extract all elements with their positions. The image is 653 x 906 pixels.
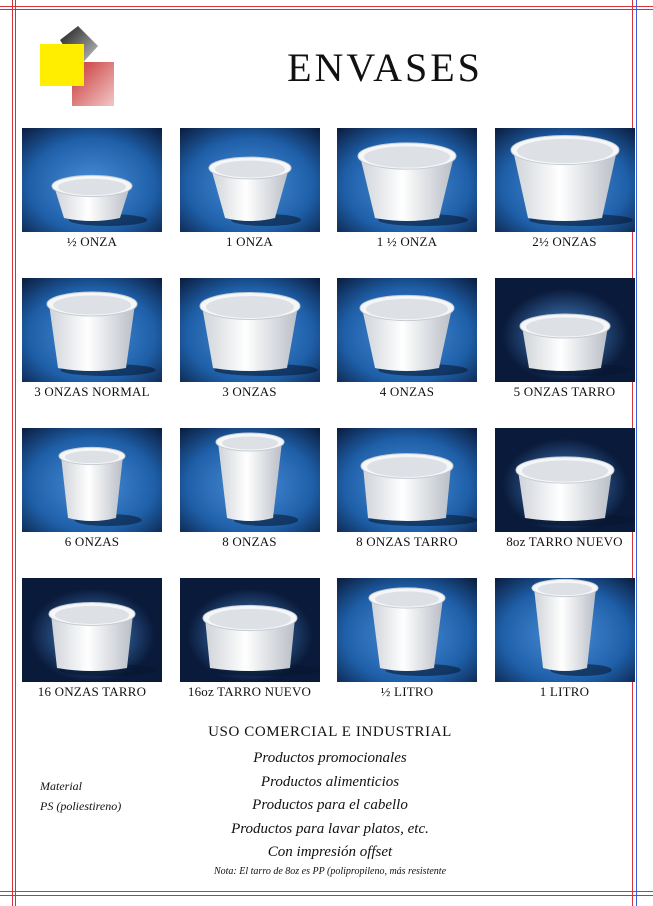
crop-guide-left-blue (15, 0, 16, 906)
product-photo (495, 428, 635, 532)
material-info (40, 776, 121, 816)
usage-item: Productos promocionales (253, 750, 407, 766)
product-photo (337, 428, 477, 532)
product-label: 2½ ONZAS (532, 234, 597, 249)
product-card (337, 578, 477, 700)
product-photo (22, 128, 162, 232)
product-photo (180, 428, 320, 532)
product-card (22, 428, 162, 550)
product-label: 1 ½ ONZA (376, 234, 438, 249)
product-photo (337, 578, 477, 682)
usage-item: Con impresión offset (267, 844, 393, 860)
page-title: ENVASES (287, 45, 483, 90)
crop-guide-bottom-blue (0, 895, 653, 896)
product-photo (180, 278, 320, 382)
product-photo (337, 278, 477, 382)
product-photo (337, 128, 477, 232)
usage-list (120, 748, 540, 866)
usage-heading: USO COMERCIAL E INDUSTRIAL (208, 724, 452, 740)
product-card (180, 578, 320, 700)
material-label: Material (40, 779, 82, 793)
product-card (337, 428, 477, 550)
product-label: 5 ONZAS TARRO (513, 384, 616, 399)
product-label: 3 ONZAS (222, 384, 277, 399)
crop-guide-top (0, 6, 653, 7)
product-card (337, 128, 477, 250)
product-card (22, 278, 162, 400)
crop-guide-right-blue (636, 0, 637, 906)
product-card (337, 278, 477, 400)
product-label: 1 LITRO (539, 684, 590, 699)
product-label: 3 ONZAS NORMAL (34, 384, 150, 399)
product-label: 4 ONZAS (379, 384, 435, 399)
product-card (180, 128, 320, 250)
product-label: 16oz TARRO NUEVO (187, 684, 312, 699)
product-card (495, 278, 635, 400)
product-label: 8 ONZAS (222, 534, 277, 549)
usage-item: Productos para el cabello (252, 797, 408, 813)
product-photo (495, 578, 635, 682)
crop-guide-bottom (0, 891, 653, 892)
product-label: 6 ONZAS (64, 534, 120, 549)
product-card (495, 428, 635, 550)
material-value: PS (poliestireno) (40, 799, 122, 813)
product-label: 16 ONZAS TARRO (37, 684, 147, 699)
product-photo (180, 578, 320, 682)
product-card (180, 278, 320, 400)
product-card (180, 428, 320, 550)
product-photo (22, 578, 162, 682)
crop-guide-left (12, 0, 13, 906)
usage-item: Productos alimenticios (260, 773, 400, 790)
product-photo (495, 278, 635, 382)
product-label: ½ ONZA (66, 234, 118, 249)
product-card (495, 578, 635, 700)
material-note: Nota: El tarro de 8oz es PP (polipropileno, más resistente (213, 866, 447, 877)
company-logo (38, 24, 118, 108)
product-photo (180, 128, 320, 232)
product-card (22, 128, 162, 250)
usage-item: Productos para lavar platos, etc. (231, 820, 429, 837)
product-label: ½ LITRO (380, 684, 434, 699)
product-photo (22, 278, 162, 382)
product-label: 8 ONZAS TARRO (356, 534, 458, 549)
product-photo (22, 428, 162, 532)
product-label: 8oz TARRO NUEVO (506, 534, 623, 549)
product-card (22, 578, 162, 700)
product-label: 1 ONZA (225, 234, 274, 249)
product-card (495, 128, 635, 250)
product-photo (495, 128, 635, 232)
crop-guide-top-blue (0, 9, 653, 10)
